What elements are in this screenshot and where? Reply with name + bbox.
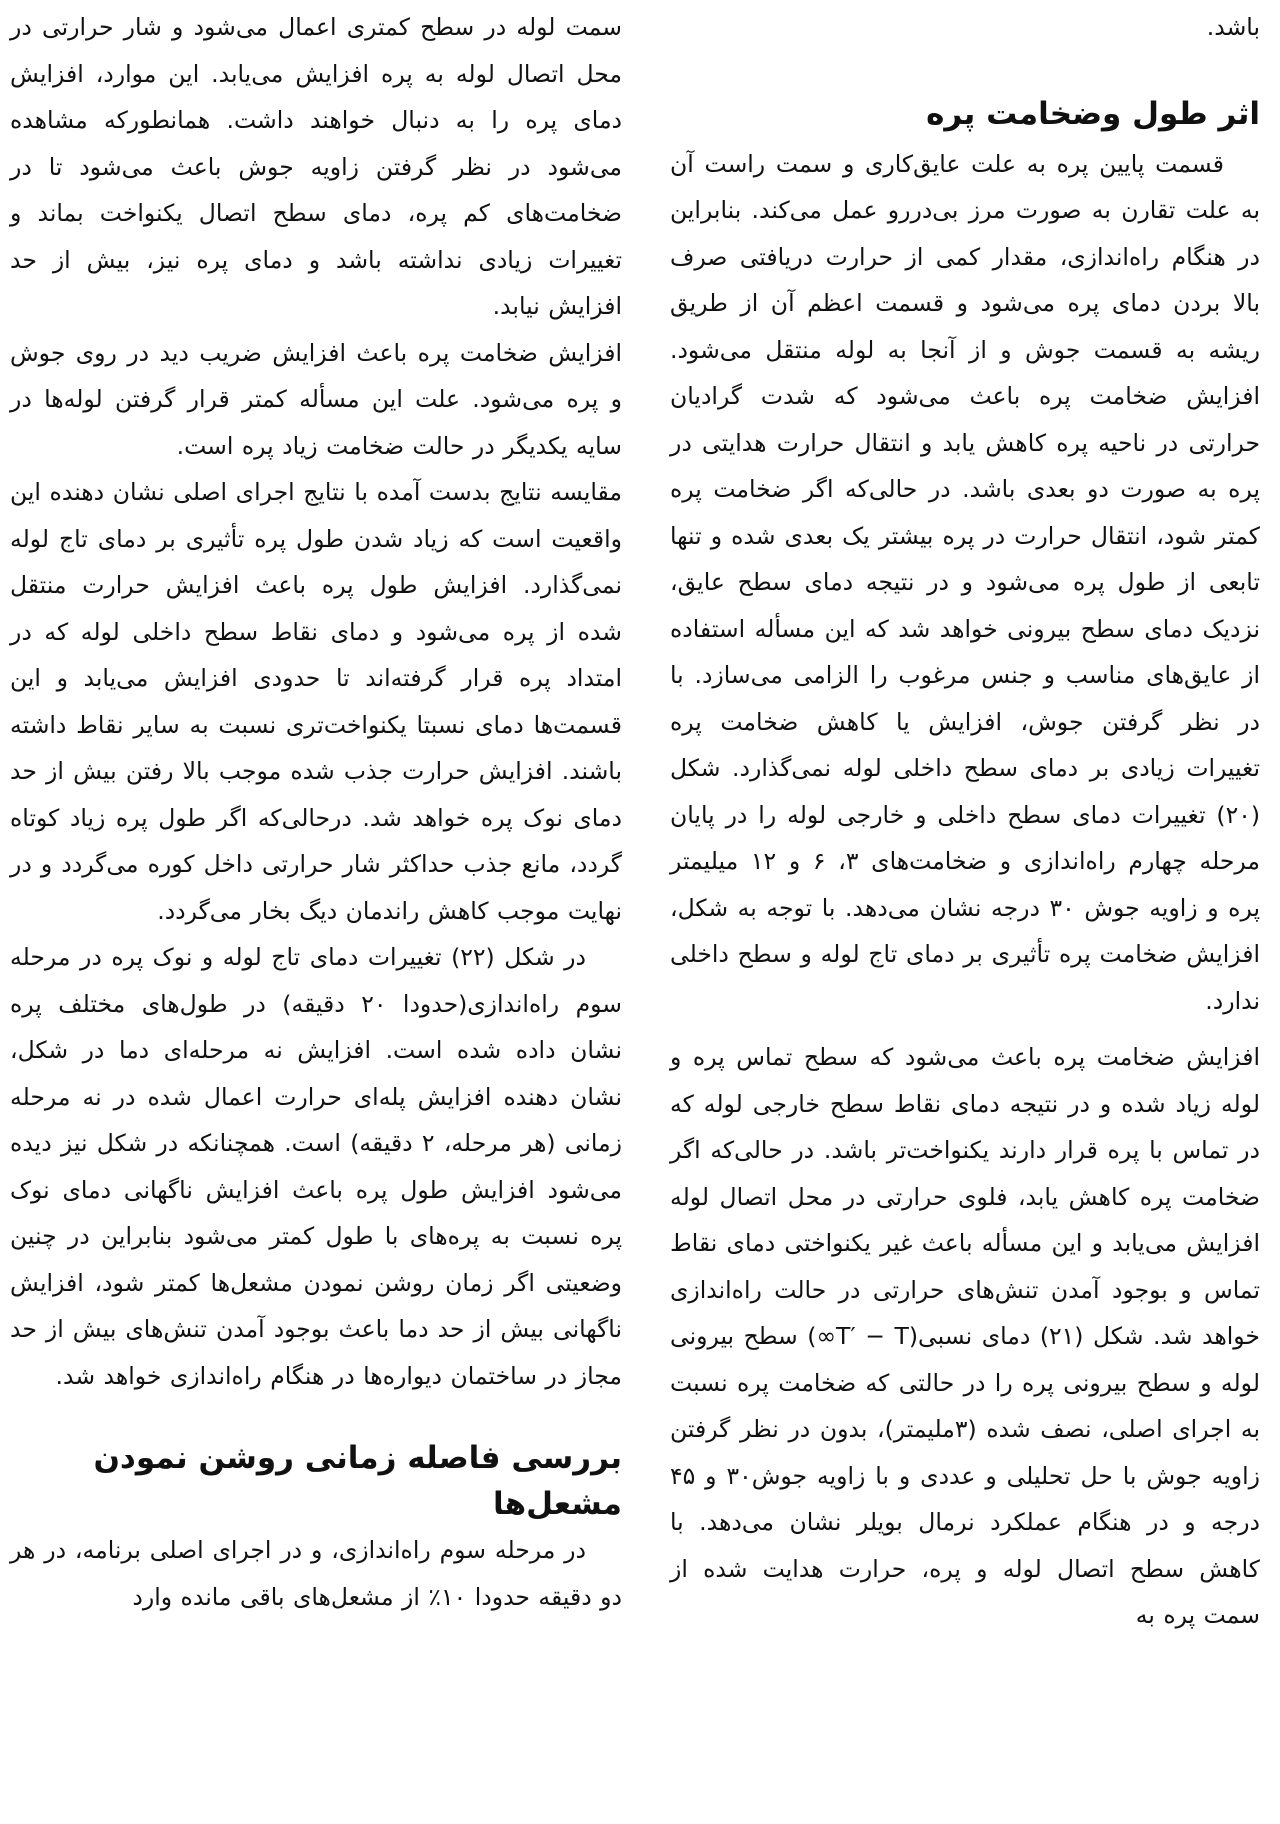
left-paragraph-4: در شکل (۲۲) تغییرات دمای تاج لوله و نوک پره در مرحله سوم راه‌اندازی(حدودا ۲۰ دقیقه) در طول‌های مختلف پره نشان داده شده است. افزایش نه مرحله‌ای دما در شکل، نشان دهنده افزایش پله‌ای حرارت اعمال شده در نه مرحله زمانی (هر مرحله، ۲ دقیقه) است. همچنانکه در شکل نیز دیده می‌شود افزایش طول پره باعث افزایش ناگهانی دمای نوک پره نسبت به پره‌های با طول کمتر می‌شود بنابراین در چنین وضعیتی اگر زمان روشن نمودن مشعل‌ها کمتر شود، افزایش ناگهانی بیش از حد دما باعث بوجود آمدن تنش‌های بیش از حد مجاز در ساختمان دیواره‌ها در هنگام راه‌اندازی خواهد شد. bbox=[10, 943, 622, 1390]
left-column bbox=[10, 0, 622, 1620]
section-heading-burner-timing: بررسی فاصله زمانی روشن نمودن مشعل‌ها bbox=[93, 1440, 622, 1522]
right-paragraph-2: افزایش ضخامت پره باعث می‌شود که سطح تماس پره و لوله زیاد شده و در نتیجه دمای نقاط سطح خارجی لوله که در تماس با پره قرار دارند یکنواخت‌تر باشد. در حالی‌که اگر ضخامت پره کاهش یابد، فلوی حرارتی در محل اتصال لوله افزایش می‌یابد و این مسأله باعث غیر یکنواختی دمای نقاط تماس و بوجود آمدن تنش‌های حرارتی در حالت راه‌اندازی خواهد شد. شکل (۲۱) دمای نسبی(T′ − T∞) سطح بیرونی لوله و سطح بیرونی پره را در حالتی که ضخامت پره نسبت به اجرای اصلی، نصف شده (۳ملیمتر)، بدون در نظر گرفتن زاویه جوش با حل تحلیلی و عددی و با زاویه جوش۳۰ و ۴۵ درجه و در هنگام عملکرد نرمال بویلر نشان می‌دهد. با کاهش سطح اتصال لوله و پره، حرارت هدایت شده از سمت پره به bbox=[670, 1043, 1261, 1629]
right-column bbox=[670, 0, 1260, 1639]
left-paragraph-2: افزایش ضخامت پره باعث افزایش ضریب دید در روی جوش و پره می‌شود. علت این مسأله کمتر قرار گرفتن لوله‌ها در سایه یکدیگر در حالت ضخامت زیاد پره است. bbox=[10, 338, 622, 460]
right-paragraph-1: قسمت پایین پره به علت عایق‌کاری و سمت راست آن به علت تقارن به صورت مرز بی‌دررو عمل می‌کند. بنابراین در هنگام راه‌اندازی، مقدار کمی از حرارت دریافتی صرف بالا بردن دمای پره می‌شود و قسمت اعظم آن از طریق ریشه به قسمت جوش و از آنجا به لوله منتقل می‌شود. افزایش ضخامت پره باعث می‌شود که شدت گرادیان حرارتی در ناحیه پره کاهش یابد و انتقال حرارت هدایتی در پره به صورت دو بعدی باشد. در حالی‌که اگر ضخامت پره کمتر شود، انتقال حرارت در پره بیشتر یک بعدی شده و تنها تابعی از طول پره می‌شود و در نتیجه دمای سطح عایق، نزدیک دمای سطح بیرونی خواهد شد که این مسأله استفاده از عایق‌های مناسب و جنس مرغوب را الزامی می‌سازد. با در نظر گرفتن جوش، افزایش یا کاهش ضخامت پره تغییرات زیادی بر دمای سطح داخلی لوله نمی‌گذارد. شکل (۲۰) تغییرات دمای سطح داخلی و خارجی لوله را در پایان مرحله چهارم راه‌اندازی و ضخامت‌های ۳، ۶ و ۱۲ میلیمتر پره و زاویه جوش ۳۰ درجه نشان می‌دهد. با توجه به شکل، افزایش ضخامت پره تأثیری بر دمای تاج لوله و سطح داخلی ندارد. bbox=[670, 149, 1260, 1015]
left-paragraph-3: مقایسه نتایج بدست آمده با نتایج اجرای اصلی نشان دهنده این واقعیت است که زیاد شدن طول پره تأثیری بر دمای تاج لوله نمی‌گذارد. افزایش طول پره باعث افزایش حرارت منتقل شده از پره می‌شود و دمای نقاط سطح داخلی لوله که در امتداد پره قرار گرفته‌اند تا حدودی افزایش می‌یابد و این قسمت‌ها دمای نسبتا یکنواخت‌تری نسبت به سایر نقاط داشته باشند. افزایش حرارت جذب شده موجب بالا رفتن بیش از حد دمای نوک پره خواهد شد. درحالی‌که اگر طول پره زیاد کوتاه گردد، مانع جذب حداکثر شار حرارتی داخل کوره می‌گردد و در نهایت موجب کاهش راندمان دیگ بخار می‌گردد. bbox=[10, 478, 622, 925]
left-paragraph-1: سمت لوله در سطح کمتری اعمال می‌شود و شار حرارتی در محل اتصال لوله به پره افزایش می‌یابد. این موارد، افزایش دمای پره را به دنبال خواهند داشت. همانطورکه مشاهده می‌شود در نظر گرفتن زاویه جوش باعث می‌شود تا در ضخامت‌های کم پره، دمای سطح اتصال یکنواخت بماند و تغییرات زیادی نداشته باشد و دمای پره نیز، بیش از حد افزایش نیابد. bbox=[10, 13, 622, 320]
left-paragraph-5: در مرحله سوم راه‌اندازی، و در اجرای اصلی برنامه، در هر دو دقیقه حدودا ۱۰٪ از مشعل‌های باقی مانده وارد bbox=[10, 1536, 622, 1611]
right-top-fragment: باشد. bbox=[1206, 13, 1260, 41]
section-heading-fin-length-thickness: اثر طول وضخامت پره bbox=[926, 95, 1260, 132]
